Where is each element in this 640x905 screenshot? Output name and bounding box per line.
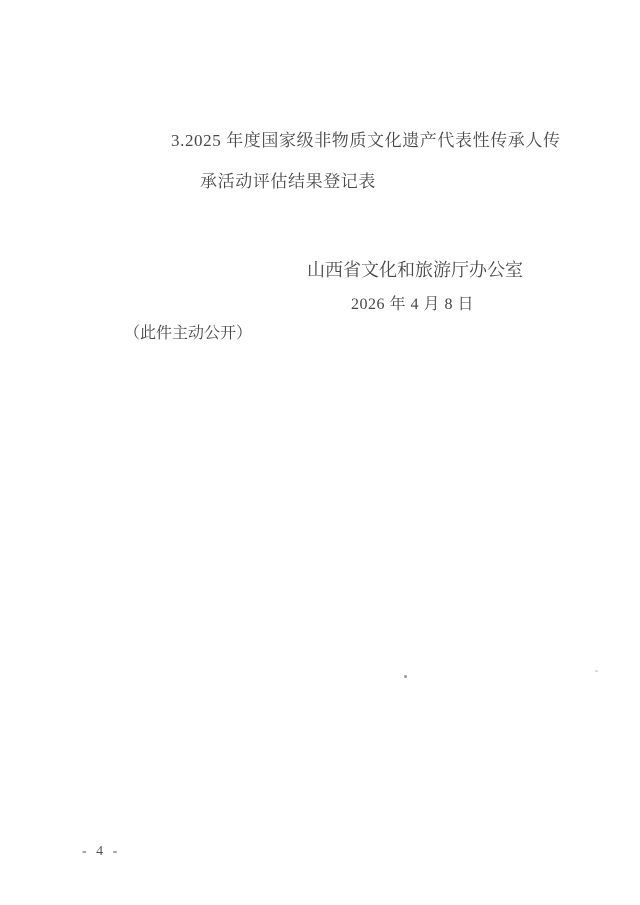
- issue-date: 2026 年 4 月 8 日: [351, 296, 475, 313]
- page-number: - 4 -: [82, 844, 121, 859]
- disclosure-note: （此件主动公开）: [124, 325, 253, 342]
- attachment-item-line1: 3.2025 年度国家级非物质文化遗产代表性传承人传: [171, 131, 561, 150]
- scan-artifact-speck: [595, 670, 598, 672]
- attachment-item-line2: 承活动评估结果登记表: [200, 172, 376, 191]
- scan-artifact-speck: [404, 675, 407, 678]
- issuing-authority: 山西省文化和旅游厅办公室: [307, 260, 523, 280]
